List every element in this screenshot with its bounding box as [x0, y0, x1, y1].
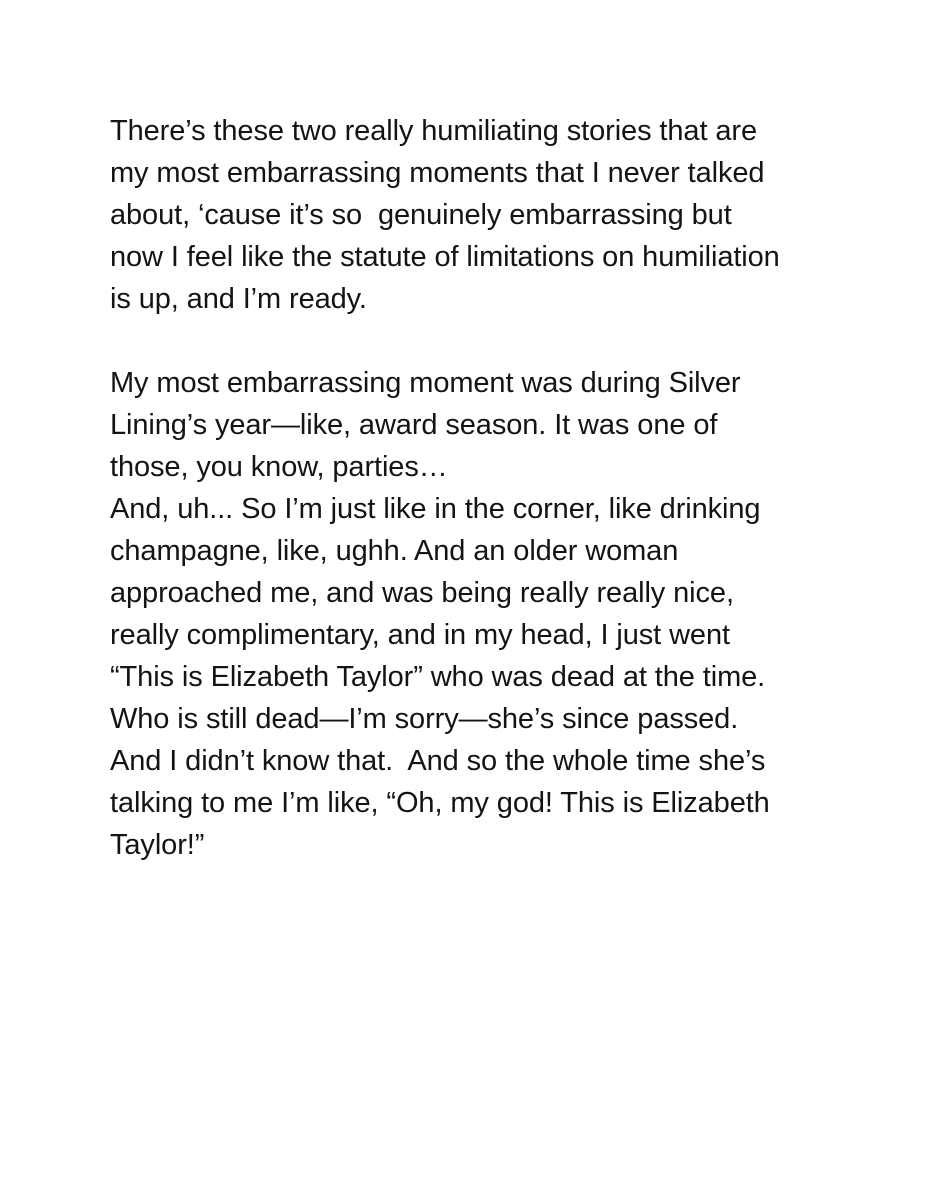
paragraph-2-line: Taylor!”: [110, 829, 205, 861]
paragraph-spacer: [110, 320, 890, 362]
paragraph-2-line: “This is Elizabeth Taylor” who was dead at the time.: [110, 661, 766, 693]
document-body: [110, 110, 890, 866]
paragraph-2-line: My most embarrassing moment was during Silver: [110, 367, 741, 399]
paragraph-1-line: now I feel like the statute of limitations on humiliation: [110, 241, 780, 273]
paragraph-2-line: And, uh... So I’m just like in the corner, like drinking: [110, 493, 761, 525]
paragraph-1-line: is up, and I’m ready.: [110, 283, 367, 315]
paragraph-2-line: Who is still dead—I’m sorry—she’s since passed.: [110, 703, 739, 735]
paragraph-2-line: talking to me I’m like, “Oh, my god! This is Elizabeth: [110, 787, 770, 819]
paragraph-2-line: approached me, and was being really really nice,: [110, 577, 734, 609]
paragraph-2-line: really complimentary, and in my head, I just went: [110, 619, 730, 651]
paragraph-1-line: There’s these two really humiliating stories that are: [110, 115, 757, 147]
paragraph-2-line: Lining’s year—like, award season. It was one of: [110, 409, 718, 441]
paragraph-2-line: And I didn’t know that. And so the whole time she’s: [110, 745, 766, 777]
paragraph-2-line: champagne, like, ughh. And an older woman: [110, 535, 679, 567]
paragraph-1-line: my most embarrassing moments that I never talked: [110, 157, 765, 189]
paragraph-1-line: about, ‘cause it’s so genuinely embarrassing but: [110, 199, 732, 231]
paragraph-2-line: those, you know, parties…: [110, 451, 448, 483]
